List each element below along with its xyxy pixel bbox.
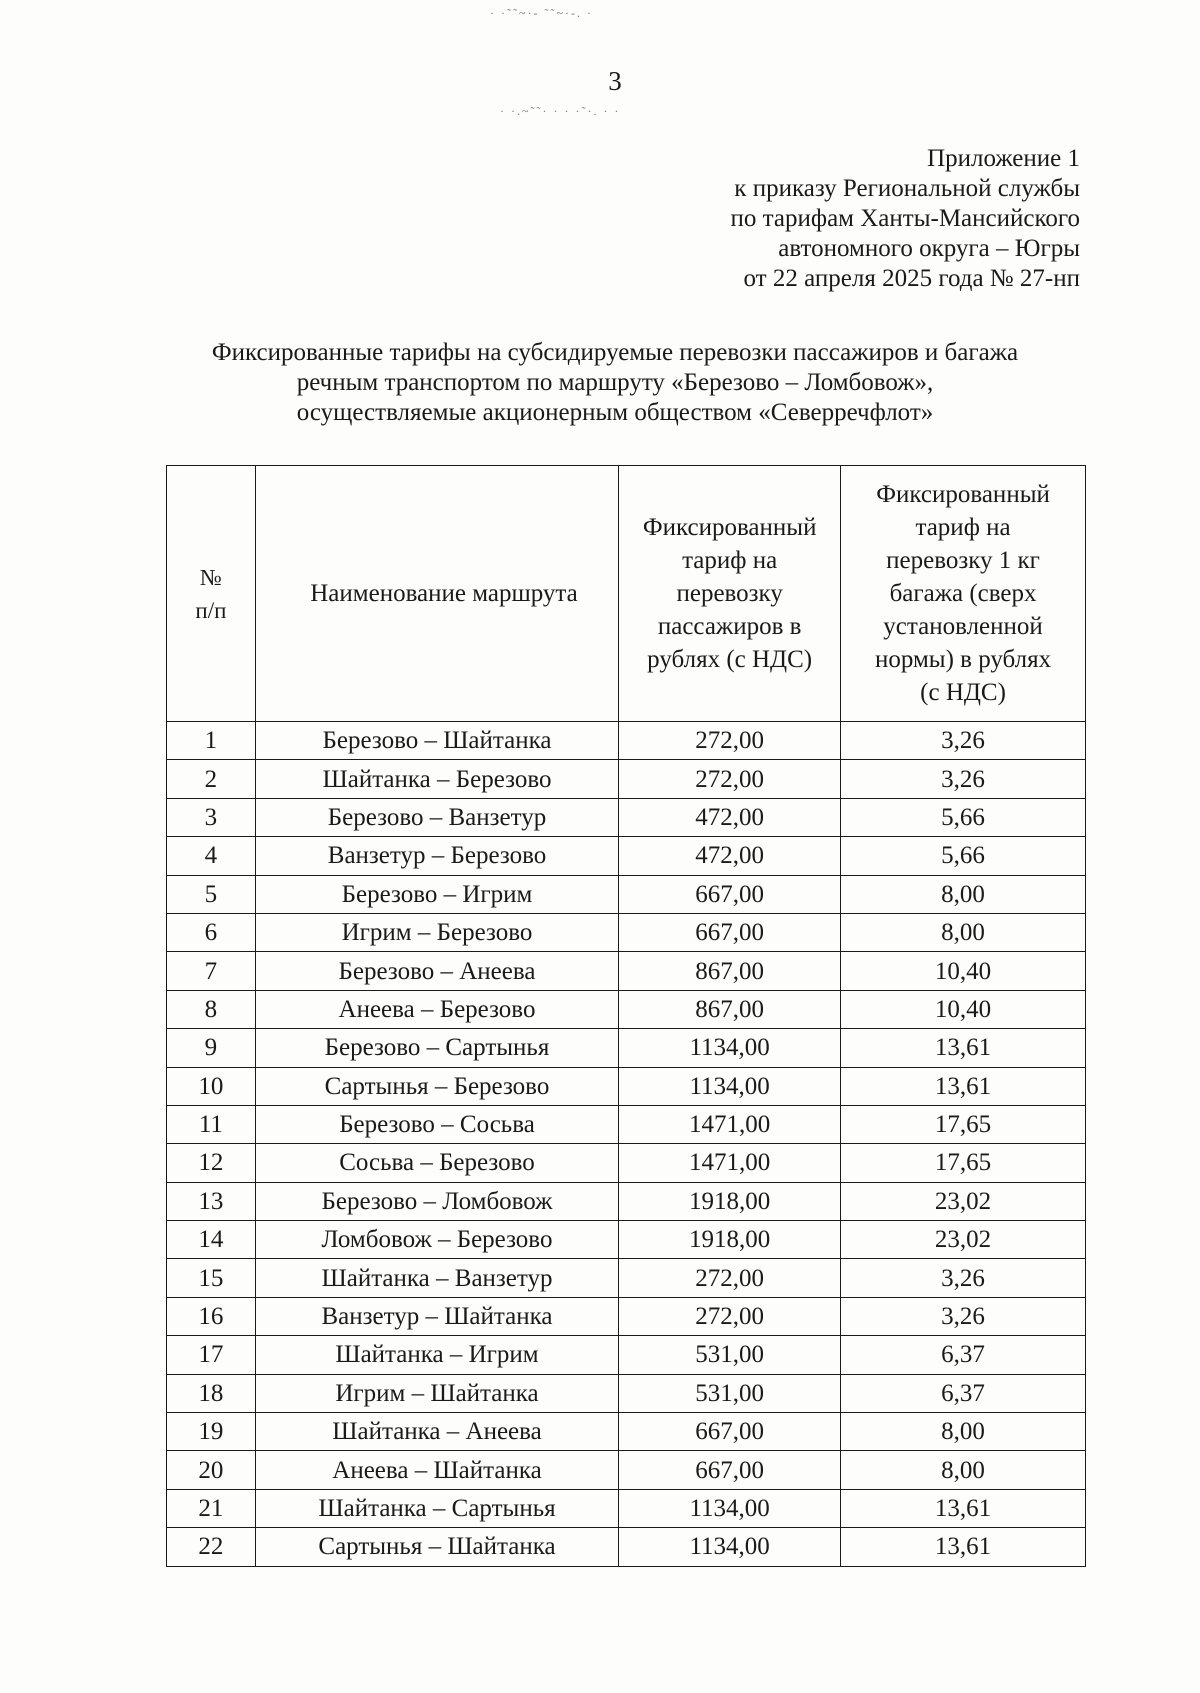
row-route-cell: Березово – Игрим <box>255 875 618 913</box>
row-num-cell: 11 <box>167 1105 256 1143</box>
row-passenger-tariff-cell: 272,00 <box>619 1297 841 1335</box>
row-passenger-tariff-cell: 1918,00 <box>619 1182 841 1220</box>
header-num: № п/п <box>167 466 256 722</box>
row-route-cell: Анеева – Березово <box>255 990 618 1028</box>
table-row <box>167 1105 1086 1143</box>
row-passenger-tariff-cell: 867,00 <box>619 990 841 1028</box>
table-row <box>167 760 1086 798</box>
row-passenger-tariff-cell: 667,00 <box>619 875 841 913</box>
row-passenger-tariff-cell: 472,00 <box>619 837 841 875</box>
row-route-cell: Игрим – Шайтанка <box>255 1374 618 1412</box>
row-num-cell: 12 <box>167 1144 256 1182</box>
row-baggage-tariff-cell: 23,02 <box>841 1182 1086 1220</box>
row-num-cell: 16 <box>167 1297 256 1335</box>
row-baggage-tariff-cell: 5,66 <box>841 837 1086 875</box>
document-title <box>150 338 1080 428</box>
row-baggage-tariff-cell: 13,61 <box>841 1528 1086 1566</box>
row-num-cell: 17 <box>167 1336 256 1374</box>
table-row <box>167 1489 1086 1527</box>
row-num-cell: 21 <box>167 1489 256 1527</box>
row-passenger-tariff-cell: 472,00 <box>619 798 841 836</box>
row-baggage-tariff-cell: 23,02 <box>841 1221 1086 1259</box>
row-route-cell: Березово – Сартынья <box>255 1029 618 1067</box>
row-baggage-tariff-cell: 8,00 <box>841 875 1086 913</box>
row-route-cell: Шайтанка – Сартынья <box>255 1489 618 1527</box>
row-passenger-tariff-cell: 272,00 <box>619 722 841 760</box>
table-row <box>167 837 1086 875</box>
row-num-cell: 18 <box>167 1374 256 1412</box>
page-number: 3 <box>608 66 622 96</box>
appendix-line: Приложение 1 <box>927 145 1080 172</box>
row-route-cell: Ломбовож – Березово <box>255 1221 618 1259</box>
appendix-block <box>731 144 1080 294</box>
row-passenger-tariff-cell: 667,00 <box>619 1413 841 1451</box>
row-route-cell: Шайтанка – Ванзетур <box>255 1259 618 1297</box>
appendix-line: к приказу Региональной службы <box>734 175 1080 202</box>
table-row <box>167 1259 1086 1297</box>
row-num-cell: 13 <box>167 1182 256 1220</box>
row-route-cell: Ванзетур – Шайтанка <box>255 1297 618 1335</box>
table-header-row <box>167 466 1086 722</box>
row-passenger-tariff-cell: 531,00 <box>619 1336 841 1374</box>
row-passenger-tariff-cell: 1134,00 <box>619 1528 841 1566</box>
row-num-cell: 22 <box>167 1528 256 1566</box>
row-route-cell: Березово – Ломбовож <box>255 1182 618 1220</box>
row-passenger-tariff-cell: 1134,00 <box>619 1029 841 1067</box>
row-baggage-tariff-cell: 3,26 <box>841 1259 1086 1297</box>
row-route-cell: Березово – Шайтанка <box>255 722 618 760</box>
row-baggage-tariff-cell: 10,40 <box>841 952 1086 990</box>
row-route-cell: Ванзетур – Березово <box>255 837 618 875</box>
header-passenger-tariff: Фиксированный тариф на перевозку пассажиров в рублях (с НДС) <box>619 466 841 722</box>
row-num-cell: 14 <box>167 1221 256 1259</box>
row-num-cell: 2 <box>167 760 256 798</box>
table-row <box>167 1451 1086 1489</box>
row-num-cell: 7 <box>167 952 256 990</box>
row-baggage-tariff-cell: 6,37 <box>841 1336 1086 1374</box>
row-passenger-tariff-cell: 272,00 <box>619 760 841 798</box>
appendix-line: автономного округа – Югры <box>778 235 1080 262</box>
row-baggage-tariff-cell: 13,61 <box>841 1489 1086 1527</box>
row-passenger-tariff-cell: 272,00 <box>619 1259 841 1297</box>
row-baggage-tariff-cell: 8,00 <box>841 1451 1086 1489</box>
row-num-cell: 6 <box>167 913 256 951</box>
row-baggage-tariff-cell: 8,00 <box>841 913 1086 951</box>
row-route-cell: Игрим – Березово <box>255 913 618 951</box>
row-num-cell: 8 <box>167 990 256 1028</box>
row-baggage-tariff-cell: 13,61 <box>841 1029 1086 1067</box>
table-row <box>167 1029 1086 1067</box>
row-baggage-tariff-cell: 13,61 <box>841 1067 1086 1105</box>
row-passenger-tariff-cell: 1134,00 <box>619 1489 841 1527</box>
title-line: осуществляемые акционерным обществом «Северречфлот» <box>296 399 934 426</box>
row-route-cell: Шайтанка – Игрим <box>255 1336 618 1374</box>
row-baggage-tariff-cell: 8,00 <box>841 1413 1086 1451</box>
scan-artifact-top: · ·˜˜~·- ˜˜~·-. · <box>490 6 593 20</box>
row-route-cell: Березово – Сосьва <box>255 1105 618 1143</box>
title-line: Фиксированные тарифы на субсидируемые перевозки пассажиров и багажа <box>211 339 1019 366</box>
row-num-cell: 1 <box>167 722 256 760</box>
row-num-cell: 4 <box>167 837 256 875</box>
row-num-cell: 19 <box>167 1413 256 1451</box>
table-row <box>167 1144 1086 1182</box>
table-row <box>167 722 1086 760</box>
row-route-cell: Сосьва – Березово <box>255 1144 618 1182</box>
row-passenger-tariff-cell: 1134,00 <box>619 1067 841 1105</box>
row-passenger-tariff-cell: 667,00 <box>619 913 841 951</box>
row-num-cell: 15 <box>167 1259 256 1297</box>
row-num-cell: 20 <box>167 1451 256 1489</box>
row-passenger-tariff-cell: 867,00 <box>619 952 841 990</box>
appendix-line: от 22 апреля 2025 года № 27-нп <box>743 265 1080 292</box>
row-baggage-tariff-cell: 6,37 <box>841 1374 1086 1412</box>
row-num-cell: 3 <box>167 798 256 836</box>
row-route-cell: Сартынья – Березово <box>255 1067 618 1105</box>
row-num-cell: 10 <box>167 1067 256 1105</box>
table-row <box>167 798 1086 836</box>
title-line: речным транспортом по маршруту «Березово – Ломбовож», <box>296 369 934 396</box>
row-baggage-tariff-cell: 3,26 <box>841 1297 1086 1335</box>
table-row <box>167 990 1086 1028</box>
row-route-cell: Березово – Ванзетур <box>255 798 618 836</box>
table-row <box>167 1221 1086 1259</box>
table-row <box>167 1336 1086 1374</box>
row-baggage-tariff-cell: 10,40 <box>841 990 1086 1028</box>
row-baggage-tariff-cell: 3,26 <box>841 760 1086 798</box>
scan-artifact-mid: · ·.~˜˜· · · ·˜·. · · <box>500 104 621 118</box>
row-route-cell: Шайтанка – Березово <box>255 760 618 798</box>
row-route-cell: Сартынья – Шайтанка <box>255 1528 618 1566</box>
row-passenger-tariff-cell: 531,00 <box>619 1374 841 1412</box>
table-row <box>167 1374 1086 1412</box>
row-passenger-tariff-cell: 667,00 <box>619 1451 841 1489</box>
row-baggage-tariff-cell: 3,26 <box>841 722 1086 760</box>
tariff-table-body <box>167 722 1086 1567</box>
row-num-cell: 9 <box>167 1029 256 1067</box>
row-passenger-tariff-cell: 1918,00 <box>619 1221 841 1259</box>
row-num-cell: 5 <box>167 875 256 913</box>
table-row <box>167 875 1086 913</box>
row-passenger-tariff-cell: 1471,00 <box>619 1105 841 1143</box>
row-route-cell: Анеева – Шайтанка <box>255 1451 618 1489</box>
row-baggage-tariff-cell: 17,65 <box>841 1105 1086 1143</box>
table-row <box>167 1067 1086 1105</box>
row-route-cell: Березово – Анеева <box>255 952 618 990</box>
table-row <box>167 952 1086 990</box>
table-row <box>167 913 1086 951</box>
header-baggage-tariff: Фиксированный тариф на перевозку 1 кг багажа (сверх установленной нормы) в рублях (с НДС) <box>841 466 1086 722</box>
header-route: Наименование маршрута <box>255 466 618 722</box>
row-route-cell: Шайтанка – Анеева <box>255 1413 618 1451</box>
appendix-line: по тарифам Ханты-Мансийского <box>730 205 1080 232</box>
table-row <box>167 1528 1086 1566</box>
row-baggage-tariff-cell: 17,65 <box>841 1144 1086 1182</box>
tariff-table <box>166 465 1086 1567</box>
table-row <box>167 1182 1086 1220</box>
table-row <box>167 1413 1086 1451</box>
table-row <box>167 1297 1086 1335</box>
row-baggage-tariff-cell: 5,66 <box>841 798 1086 836</box>
row-passenger-tariff-cell: 1471,00 <box>619 1144 841 1182</box>
